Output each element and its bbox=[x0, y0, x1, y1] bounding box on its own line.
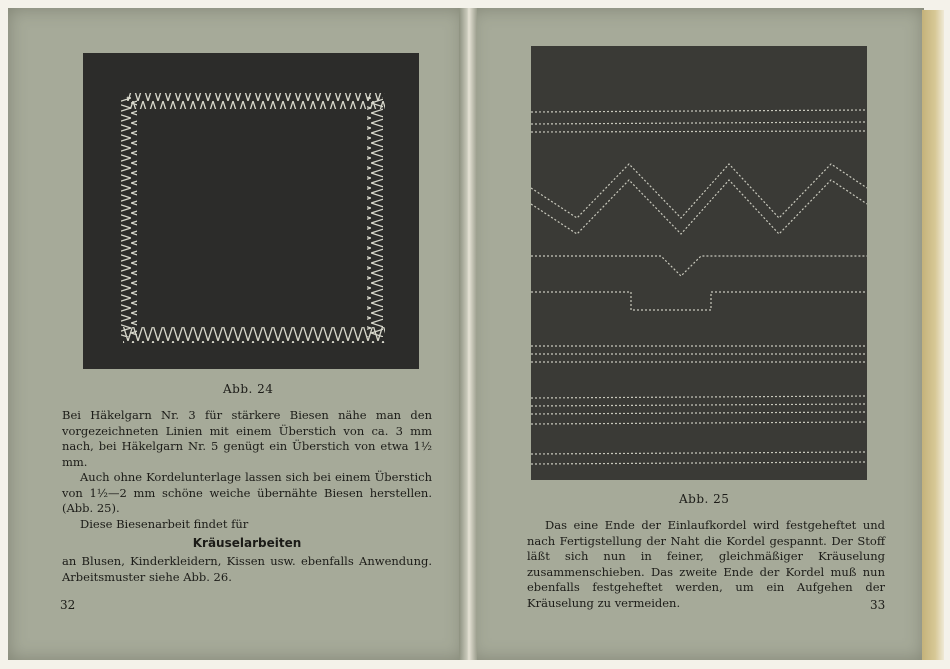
right-paragraph-1: Das eine Ende der Einlaufkordel wird festgeheftet und nach Fertigstellung der Naht die Kordel gespannt. Der Stoff läßt sich nun in feiner, gleichmäßiger Kräuselung zusammenschieben. Das zweite Ende der Kordel muß nun ebenfalls festgeheftet werden, um ein Aufgehen der Kräuselung zu vermeiden. bbox=[527, 518, 885, 610]
figure-25-caption: Abb. 25 bbox=[679, 492, 730, 506]
page-number-left: 32 bbox=[60, 598, 76, 612]
zigzag-frame-illustration bbox=[83, 53, 419, 369]
left-paragraph-4: an Blusen, Kinderkleidern, Kissen usw. ebenfalls Anwendung. Arbeitsmuster siehe Abb. 26. bbox=[62, 554, 432, 584]
section-heading: Kräuselarbeiten bbox=[192, 536, 302, 550]
page-edge-strip bbox=[922, 10, 944, 660]
left-paragraph-1: Bei Häkelgarn Nr. 3 für stärkere Biesen nähe man den vorgezeichneten Linien mit einem Überstich von ca. 3 mm nach, bei Häkelgarn Nr. 5 genügt ein Überstich von etwa 1½ mm. bbox=[62, 408, 432, 469]
figure-25-photo bbox=[531, 46, 867, 480]
left-paragraph-3: Diese Biesenarbeit findet für bbox=[80, 517, 249, 531]
stitch-patterns-illustration bbox=[531, 46, 867, 480]
page-number-right: 33 bbox=[870, 598, 886, 612]
book-gutter bbox=[459, 8, 477, 660]
figure-24-photo bbox=[83, 53, 419, 369]
left-paragraph-2: Auch ohne Kordelunterlage lassen sich bei einem Überstich von 1½—2 mm schöne weiche übernähte Biesen herstellen. (Abb. 25). bbox=[62, 470, 432, 515]
figure-24-caption: Abb. 24 bbox=[223, 382, 274, 396]
